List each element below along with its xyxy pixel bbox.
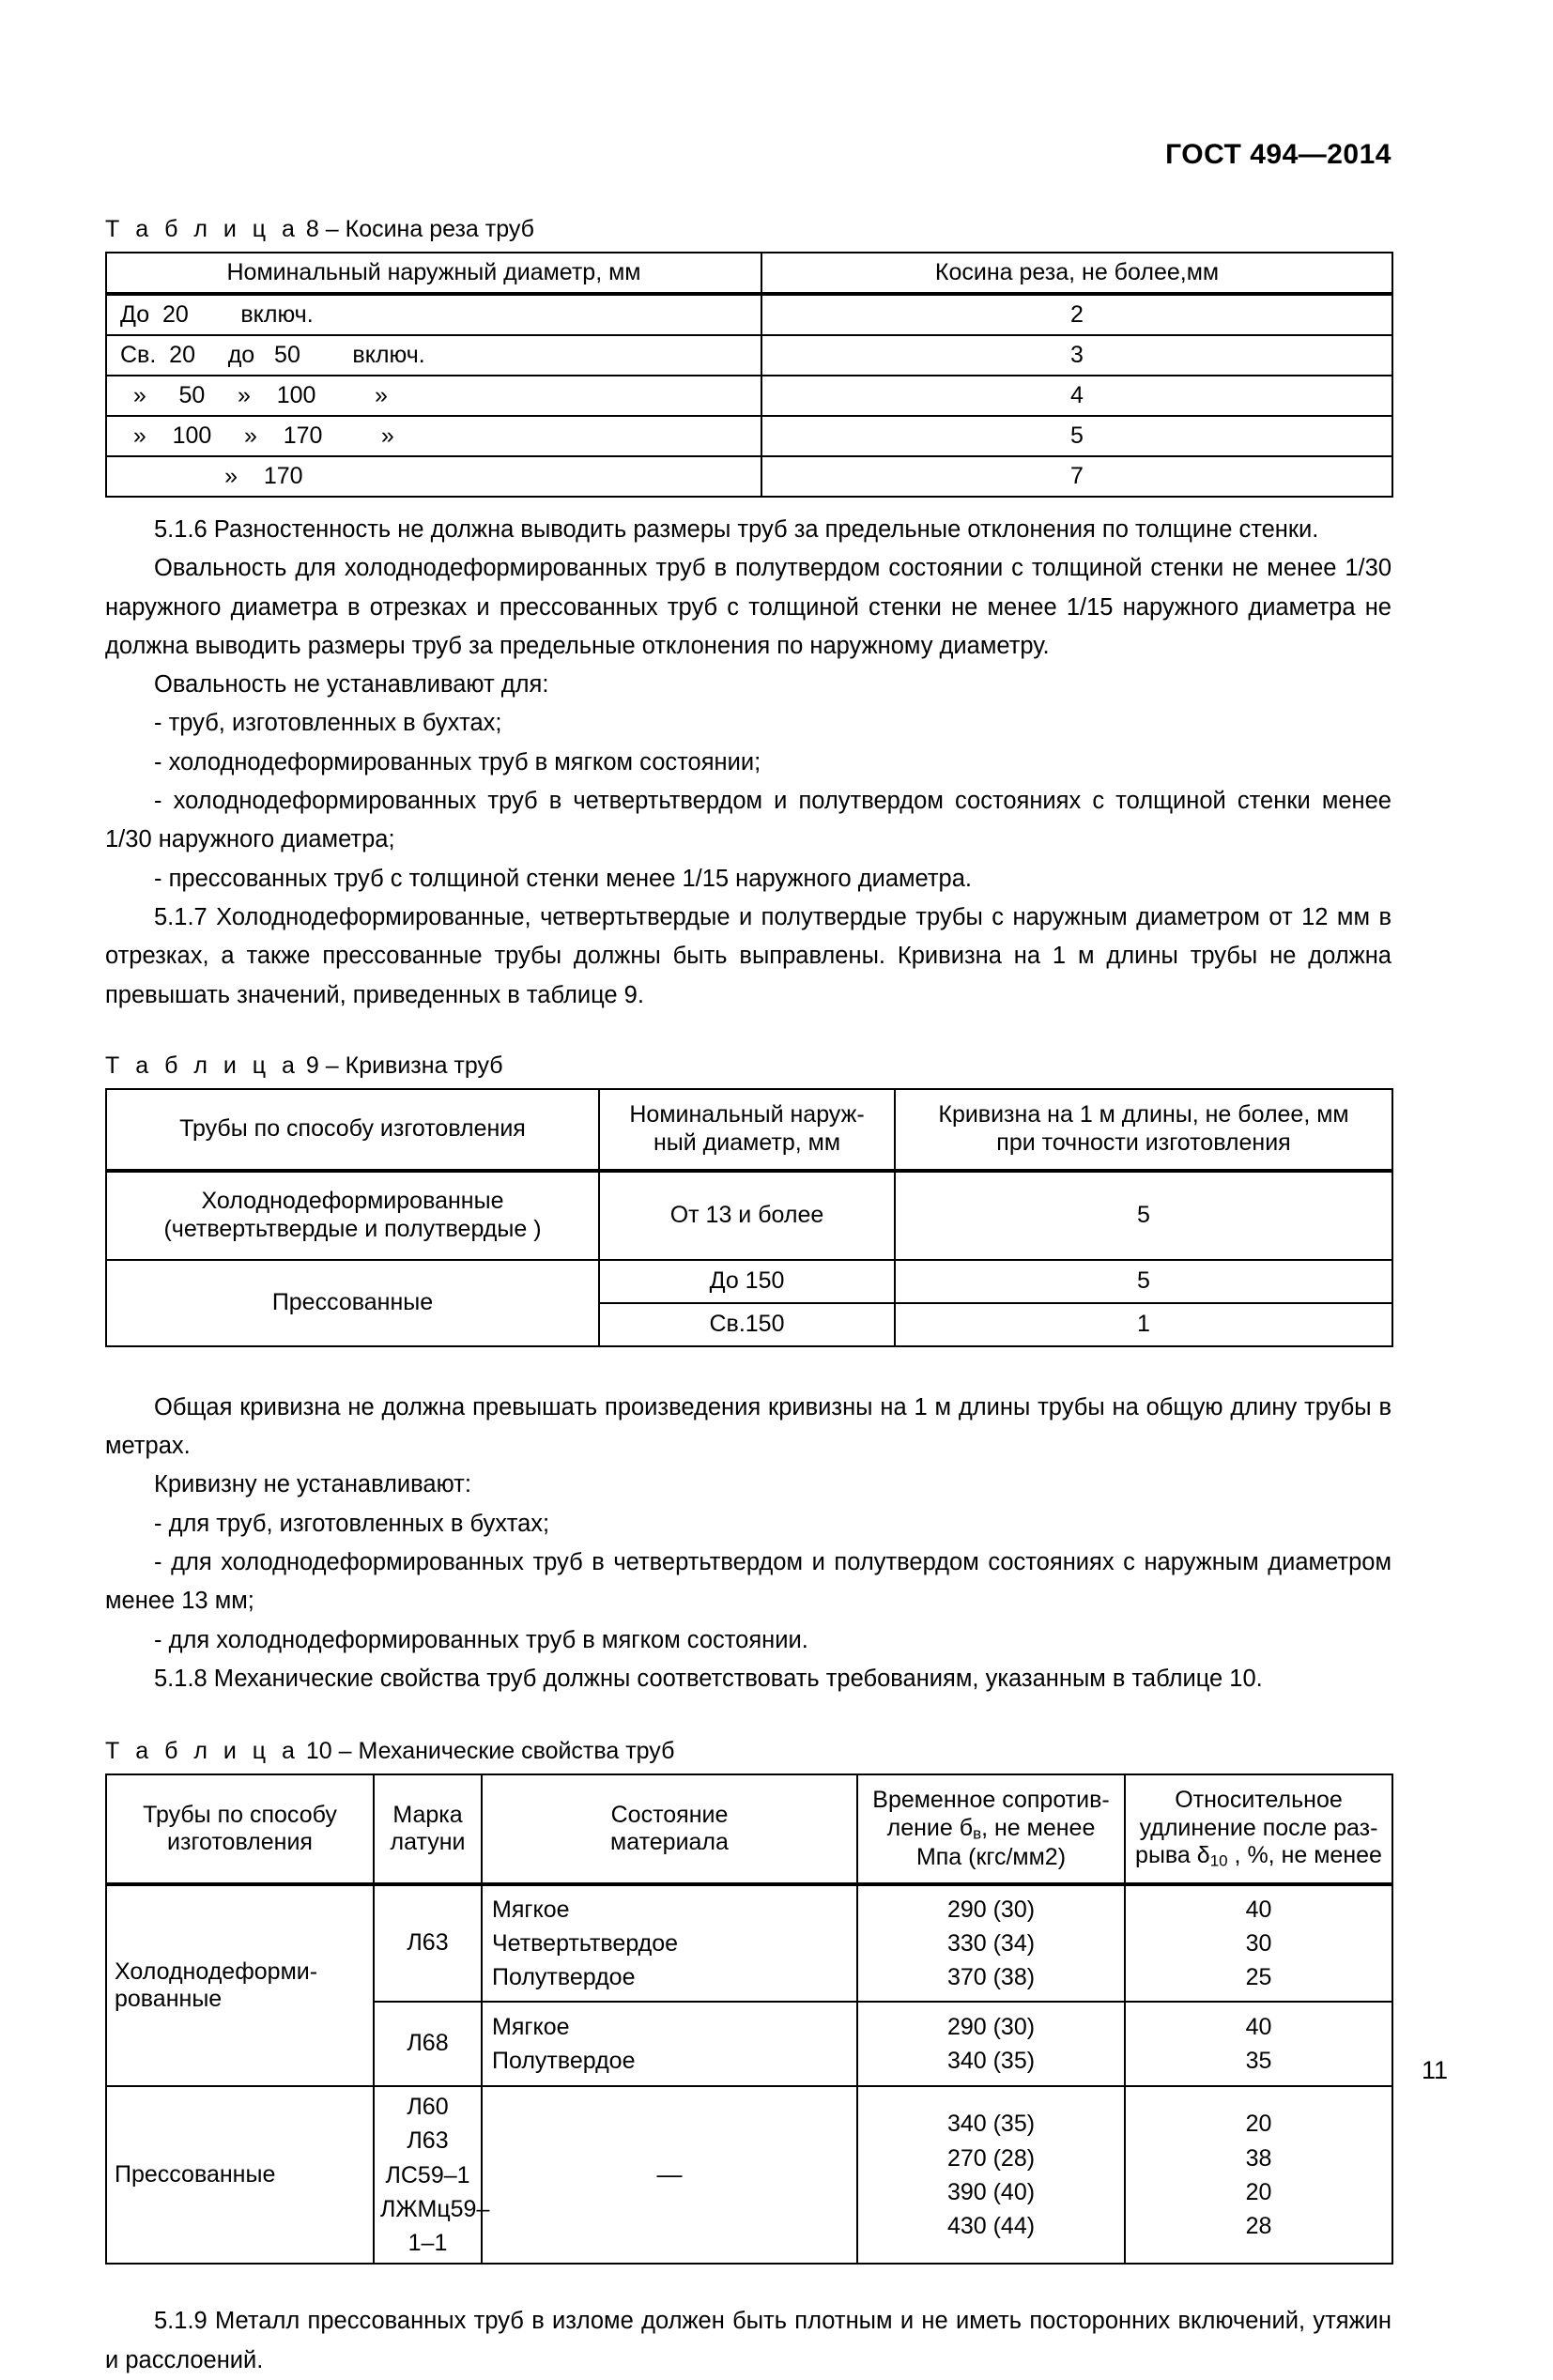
table-8: [105, 252, 1393, 498]
table-8-caption-title: Косина реза труб: [345, 216, 534, 242]
table-8-header-value: Косина реза, не более,мм: [761, 253, 1392, 294]
table-10: [105, 1773, 1393, 2265]
bullet-curvature-coils: - для труб, изготовленных в бухтах;: [154, 1510, 550, 1537]
table-10-elongation-symbol-pre: рыва δ: [1135, 1842, 1210, 1869]
table-8-cell-diameter: » 100 » 170 »: [106, 416, 761, 456]
table-10-elongation: 20: [1245, 2178, 1272, 2205]
table-10-strength: 370 (38): [946, 1964, 1036, 1991]
table-10-state: Четвертьтвердое: [492, 1930, 679, 1958]
table-8-cell-value: 5: [761, 416, 1392, 456]
table-10-cell-states: [482, 1884, 857, 2002]
table-9-caption-dash: –: [325, 1052, 339, 1079]
table-9-header-method: Трубы по способу изготовления: [106, 1089, 599, 1171]
table-row: [106, 294, 1392, 335]
table-10-grade: Л60: [407, 2094, 449, 2121]
table-8-header-row: [106, 253, 1392, 294]
table-8-cell-value: 4: [761, 376, 1392, 416]
paragraph-total-curvature: Общая кривизна не должна превышать произведения кривизны на 1 м длины трубы на общую длину трубы в метрах.: [105, 1393, 1392, 1460]
table-10-method-line1: Холоднодеформи-: [115, 1958, 318, 1985]
table-10-header-grade: [374, 1774, 482, 1884]
paragraph-5-1-9: 5.1.9 Металл прессованных труб в изломе должен быть плотным и не иметь посторонних включений, утяжин и расслоений.: [105, 2308, 1392, 2373]
table-10-elongation: 20: [1245, 2111, 1272, 2138]
table-10-grade: ЛЖМц59–1–1: [380, 2195, 490, 2257]
table-10-cell-elongation: [1125, 2086, 1392, 2264]
table-10-header-state-line2: материала: [610, 1829, 729, 1856]
table-row: [106, 335, 1392, 376]
table-10-grade: ЛС59–1: [385, 2161, 470, 2188]
table-8-cell-value: 7: [761, 456, 1392, 497]
table-10-cell-strength: [857, 2086, 1125, 2264]
table-8-cell-value: 2: [761, 294, 1392, 335]
table-10-state: Мягкое: [492, 2013, 570, 2040]
table-9-header-diameter-line2: ный диаметр, мм: [653, 1129, 841, 1156]
table-10-caption-title: Механические свойства труб: [358, 1738, 675, 1765]
table-10-caption-label: Т а б л и ц а: [105, 1738, 300, 1765]
table-10-header-state-line1: Состояние: [610, 1801, 729, 1828]
table-10-header-strength-line2: [864, 1815, 1118, 1844]
table-10-strength: 430 (44): [946, 2213, 1036, 2240]
bullet-ovality-coils: - труб, изготовленных в бухтах;: [154, 710, 502, 737]
table-10-cell-elongation: [1125, 1884, 1392, 2002]
table-10-grade: Л63: [407, 2127, 449, 2155]
bullet-ovality-soft: - холоднодеформированных труб в мягком состоянии;: [154, 748, 761, 775]
table-10-elongation: 40: [1245, 1896, 1272, 1923]
table-10-cell-grade: Л63: [374, 1884, 482, 2002]
table-10-header-elongation-line2: удлинение после раз-: [1139, 1814, 1378, 1841]
table-10-strength: 340 (35): [946, 2048, 1036, 2075]
table-10-header-method-line1: Трубы по способу: [143, 1801, 337, 1828]
page-number: 11: [1421, 2056, 1448, 2084]
table-8-caption-number: 8: [305, 216, 319, 242]
table-10-cell-states: [482, 2002, 857, 2086]
table-10-header-elongation-line3: [1131, 1842, 1386, 1871]
table-10-cell-method-cold: [106, 1884, 374, 2086]
table-9-caption: [105, 1052, 1392, 1080]
table-10-strength: 390 (40): [946, 2178, 1036, 2205]
table-8-header-diameter: Номинальный наружный диаметр, мм: [106, 253, 761, 294]
table-10-cell-elongation: [1125, 2002, 1392, 2086]
table-row: [106, 416, 1392, 456]
paragraph-curvature-exclusions-intro: Кривизну не устанавливают:: [154, 1471, 471, 1498]
table-9-cell-method-cold: [106, 1171, 599, 1260]
table-10-cell-grade: Л68: [374, 2002, 482, 2086]
table-10-header-grade-line2: латуни: [390, 1829, 466, 1856]
table-10-elongation: 30: [1245, 1930, 1272, 1958]
table-10-elongation-subscript: 10: [1209, 1852, 1228, 1871]
table-10-header-state: [482, 1774, 857, 1884]
table-10-cell-strength: [857, 1884, 1125, 2002]
table-10-header-method-line2: изготовления: [167, 1829, 313, 1856]
table-10-header-strength-line3: Мпа (кгс/мм2): [915, 1843, 1067, 1870]
table-10-state: Полутвердое: [492, 1964, 636, 1991]
table-10-header-strength-line1: Временное сопротив-: [872, 1787, 1110, 1814]
table-10-elongation: 38: [1245, 2144, 1272, 2172]
bullet-curvature-soft: - для холоднодеформированных труб в мягком состоянии.: [154, 1626, 808, 1653]
table-8-cell-diameter: » 170: [106, 456, 761, 497]
table-9-cell-curvature: 1: [895, 1303, 1392, 1346]
table-10-cell-state-none: —: [482, 2086, 857, 2264]
table-10-header-grade-line1: Марка: [392, 1801, 463, 1828]
table-10-strength: 340 (35): [946, 2111, 1036, 2138]
table-9-cell-diameter: До 150: [599, 1260, 895, 1303]
table-8-cell-value: 3: [761, 335, 1392, 376]
table-10-cell-method-pressed: Прессованные: [106, 2086, 374, 2264]
table-10-state: Полутвердое: [492, 2048, 636, 2075]
table-8-caption-dash: –: [325, 216, 339, 242]
table-row: [106, 376, 1392, 416]
table-8-cell-diameter: До 20 включ.: [106, 294, 761, 335]
table-8-caption-label: Т а б л и ц а: [105, 216, 300, 242]
table-9-cell-diameter: От 13 и более: [599, 1171, 895, 1260]
table-9-header-diameter: [599, 1089, 895, 1171]
table-8-cell-diameter: Св. 20 до 50 включ.: [106, 335, 761, 376]
table-10-caption-number: 10: [305, 1738, 332, 1765]
table-10-header-strength: [857, 1774, 1125, 1884]
table-10-strength: 330 (34): [946, 1930, 1036, 1958]
table-10-elongation: 28: [1245, 2213, 1272, 2240]
table-10-caption: [105, 1738, 1392, 1765]
table-9-header-curvature: [895, 1089, 1392, 1171]
table-10-elongation: 25: [1245, 1964, 1272, 1991]
table-9-header-diameter-line1: Номинальный наруж-: [629, 1101, 865, 1129]
table-9-caption-label: Т а б л и ц а: [105, 1052, 300, 1079]
table-10-elongation: 35: [1245, 2048, 1272, 2075]
table-9-cell-curvature: 5: [895, 1171, 1392, 1260]
table-10-strength-symbol-pre: ление б: [886, 1814, 974, 1841]
table-10-header-method: [106, 1774, 374, 1884]
table-10-header-elongation: [1125, 1774, 1392, 1884]
table-row: [106, 2086, 1392, 2264]
table-9-caption-number: 9: [305, 1052, 319, 1079]
bullet-curvature-quarter-half-hard: - для холоднодеформированных труб в четвертьтвердом и полутвердом состояниях с наружным диаметром менее 13 мм;: [105, 1549, 1392, 1615]
page-content: [105, 0, 1392, 2380]
standard-number-header: ГОСТ 494—2014: [1165, 139, 1392, 170]
table-10-elongation-symbol-post: , %, не менее: [1227, 1842, 1382, 1869]
table-8-caption: [105, 216, 1392, 243]
table-9-cell-diameter: Св.150: [599, 1303, 895, 1346]
table-10-state: Мягкое: [492, 1896, 570, 1923]
bullet-ovality-pressed: - прессованных труб с толщиной стенки менее 1/15 наружного диаметра.: [154, 865, 973, 892]
table-10-header-row: [106, 1774, 1392, 1884]
table-9-cell-method-pressed: Прессованные: [106, 1260, 599, 1346]
table-9-header-curvature-line1: Кривизна на 1 м длины, не более, мм: [938, 1101, 1349, 1129]
bullet-ovality-quarter-half-hard: - холоднодеформированных труб в четвертьтвердом и полутвердом состояниях с толщиной стенки менее 1/30 наружного диаметра;: [105, 788, 1392, 853]
table-10-caption-dash: –: [338, 1738, 352, 1765]
table-row: [106, 1884, 1392, 2002]
table-10-method-line2: рованные: [115, 1986, 223, 2013]
table-10-strength: 290 (30): [946, 1896, 1036, 1923]
table-10-strength-symbol-post: , не менее: [981, 1814, 1096, 1841]
table-9-header-row: [106, 1089, 1392, 1171]
table-9-method-line2: (четвертьтвердые и полутвердые ): [163, 1215, 542, 1242]
paragraph-5-1-8: 5.1.8 Механические свойства труб должны соответствовать требованиям, указанным в таблице 10.: [154, 1665, 1263, 1692]
paragraph-ovality-exclusions-intro: Овальность не устанавливают для:: [154, 671, 549, 699]
table-10-cell-grades: [374, 2086, 490, 2264]
table-row: [106, 456, 1392, 497]
table-10-strength-subscript: в: [973, 1824, 982, 1843]
table-row: [106, 1171, 1392, 1260]
table-10-strength: 290 (30): [946, 2013, 1036, 2040]
paragraph-ovality-limits: Овальность для холоднодеформированных труб в полутвердом состоянии с толщиной стенки не менее 1/30 наружного диаметра в отрезках и прессованных труб с толщиной стенки не менее 1/15 наружного диаметра не должна выводить размеры труб за предельные отклонения по наружному диаметру.: [105, 555, 1392, 659]
table-10-cell-strength: [857, 2002, 1125, 2086]
table-9-method-line1: Холоднодеформированные: [201, 1188, 504, 1215]
table-9-header-curvature-line2: при точности изготовления: [996, 1129, 1291, 1156]
table-row: [106, 1260, 1392, 1303]
table-10-strength: 270 (28): [946, 2144, 1036, 2172]
table-10-elongation: 40: [1245, 2013, 1272, 2040]
table-9-cell-curvature: 5: [895, 1260, 1392, 1303]
table-8-cell-diameter: » 50 » 100 »: [106, 376, 761, 416]
paragraph-5-1-7: 5.1.7 Холоднодеформированные, четвертьтвердые и полутвердые трубы с наружным диаметром от 12 мм в отрезках, а также прессованные трубы должны быть выправлены. Кривизна на 1 м длины трубы не должна превышать значений, приведенных в таблице 9.: [105, 903, 1392, 1008]
paragraph-5-1-6: 5.1.6 Разностенность не должна выводить размеры труб за предельные отклонения по толщине стенки.: [154, 516, 1319, 543]
table-9-caption-title: Кривизна труб: [345, 1052, 503, 1079]
table-9: [105, 1088, 1393, 1347]
table-10-header-elongation-line1: Относительное: [1175, 1787, 1343, 1814]
